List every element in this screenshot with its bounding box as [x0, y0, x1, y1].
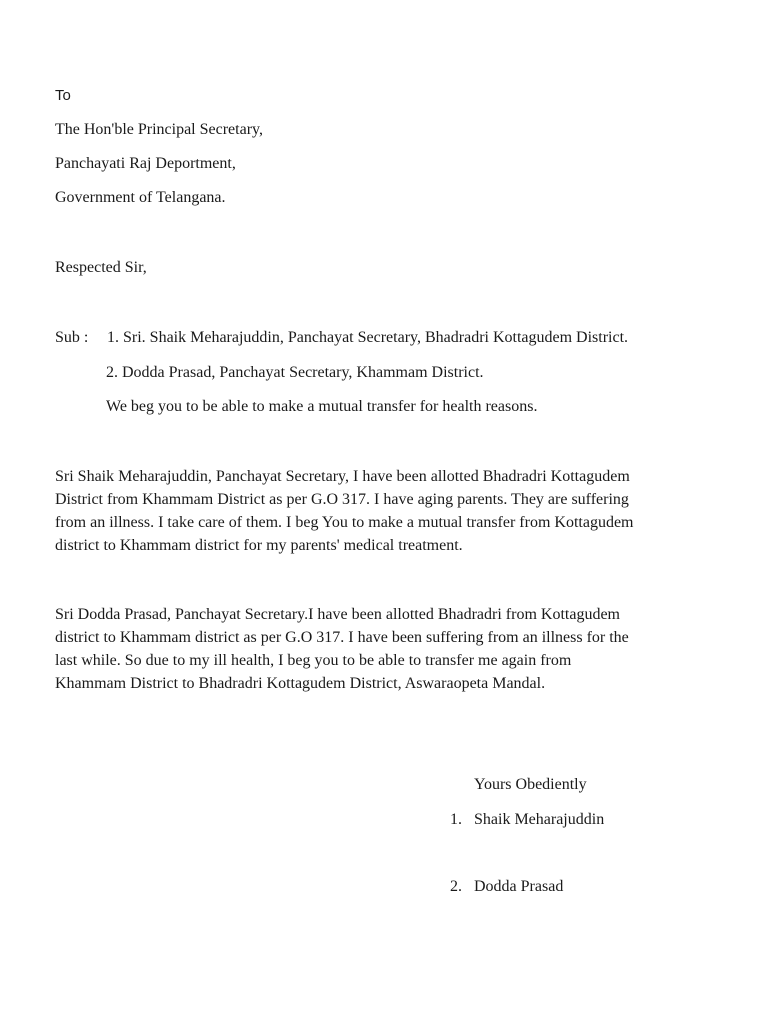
paragraph-2: [55, 603, 715, 695]
paragraph-1-line: district to Khammam district for my parents' medical treatment.: [55, 537, 463, 554]
address-line-3: Government of Telangana.: [55, 189, 226, 206]
address-line-2: Panchayati Raj Deportment,: [55, 155, 236, 172]
signatory-2-name: Dodda Prasad: [474, 878, 564, 895]
signatory-1-name: Shaik Meharajuddin: [474, 811, 605, 828]
signatory-2-number: 2.: [450, 878, 462, 895]
subject-line-3: We beg you to be able to make a mutual transfer for health reasons.: [106, 398, 538, 415]
signatory-1-number: 1.: [450, 811, 462, 828]
subject-line-2: 2. Dodda Prasad, Panchayat Secretary, Khammam District.: [106, 364, 484, 381]
address-line-1: The Hon'ble Principal Secretary,: [55, 121, 263, 138]
signatory-2: [450, 877, 563, 897]
paragraph-2-line: last while. So due to my ill health, I beg you to be able to transfer me again from: [55, 652, 572, 669]
subject-line-1: 1. Sri. Shaik Meharajuddin, Panchayat Secretary, Bhadradri Kottagudem District.: [107, 329, 629, 346]
paragraph-1-line: District from Khammam District as per G.O 317. I have aging parents. They are suffering: [55, 491, 629, 508]
to-label: To: [55, 87, 71, 104]
salutation: Respected Sir,: [55, 259, 147, 276]
paragraph-1-line: from an illness. I take care of them. I beg You to make a mutual transfer from Kottagudem: [55, 514, 634, 531]
paragraph-2-line: Sri Dodda Prasad, Panchayat Secretary.I have been allotted Bhadradri from Kottagudem: [55, 606, 620, 623]
subject-label: Sub :: [55, 329, 89, 346]
paragraph-2-line: Khammam District to Bhadradri Kottagudem District, Aswaraopeta Mandal.: [55, 675, 546, 692]
signatory-1: [450, 810, 604, 830]
paragraph-2-line: district to Khammam district as per G.O 317. I have been suffering from an illness for the: [55, 629, 629, 646]
paragraph-1: [55, 465, 715, 557]
paragraph-1-line: Sri Shaik Meharajuddin, Panchayat Secretary, I have been allotted Bhadradri Kottagudem: [55, 468, 630, 485]
closing: Yours Obediently: [474, 776, 587, 793]
